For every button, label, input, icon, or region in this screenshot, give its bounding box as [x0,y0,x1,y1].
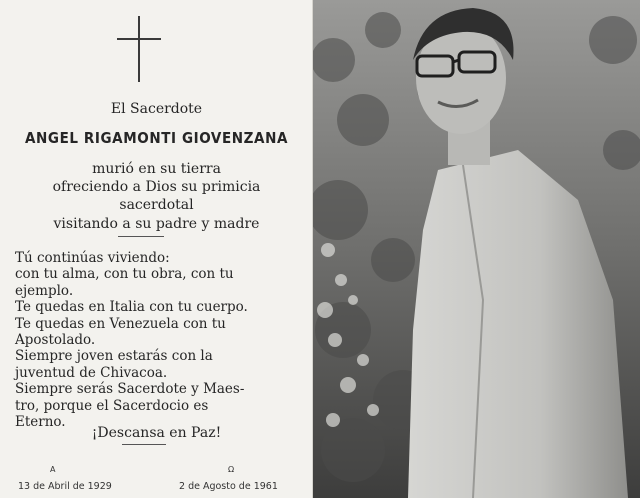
omega-mark: Ω [228,465,235,474]
portrait-illustration [313,0,640,498]
farewell: ¡Descansa en Paz! [91,425,222,441]
underline-rule [118,236,164,237]
portrait-photo [313,0,640,498]
intro-line: ofreciendo a Dios su primicia [52,179,261,195]
poem [15,250,271,430]
intro-line: visitando a su padre y madre [53,216,260,232]
underline-rule [122,444,166,445]
poem-line: juventud de Chivacoa. [15,364,168,381]
poem-line: Siempre serás Sacerdote y Maes- [15,381,245,398]
poem-line: Siempre joven estarás con la [15,348,213,365]
cross-icon [117,16,161,84]
poem-line: Te quedas en Italia con tu cuerpo. [15,299,248,316]
intro-line: murió en su tierra [92,161,221,177]
deceased-name: ANGEL RIGAMONTI GIOVENZANA [24,129,289,147]
poem-line: tro, porque el Sacerdocio es [15,397,209,414]
alpha-mark: A [50,465,56,474]
poem-line: Tú continúas viviendo: [15,250,170,266]
poem-line: ejemplo. [15,282,74,299]
poem-line: Te quedas en Venezuela con tu [15,315,226,332]
birth-date: 13 de Abril de 1929 [18,481,112,492]
text-panel [0,0,313,498]
poem-line: con tu alma, con tu obra, con tu [15,266,234,283]
subtitle: El Sacerdote [110,101,203,117]
poem-line: Apostolado. [15,332,96,349]
intro-line: sacerdotal [119,197,194,213]
death-date: 2 de Agosto de 1961 [179,481,278,492]
poem-line: Eterno. [15,414,66,431]
